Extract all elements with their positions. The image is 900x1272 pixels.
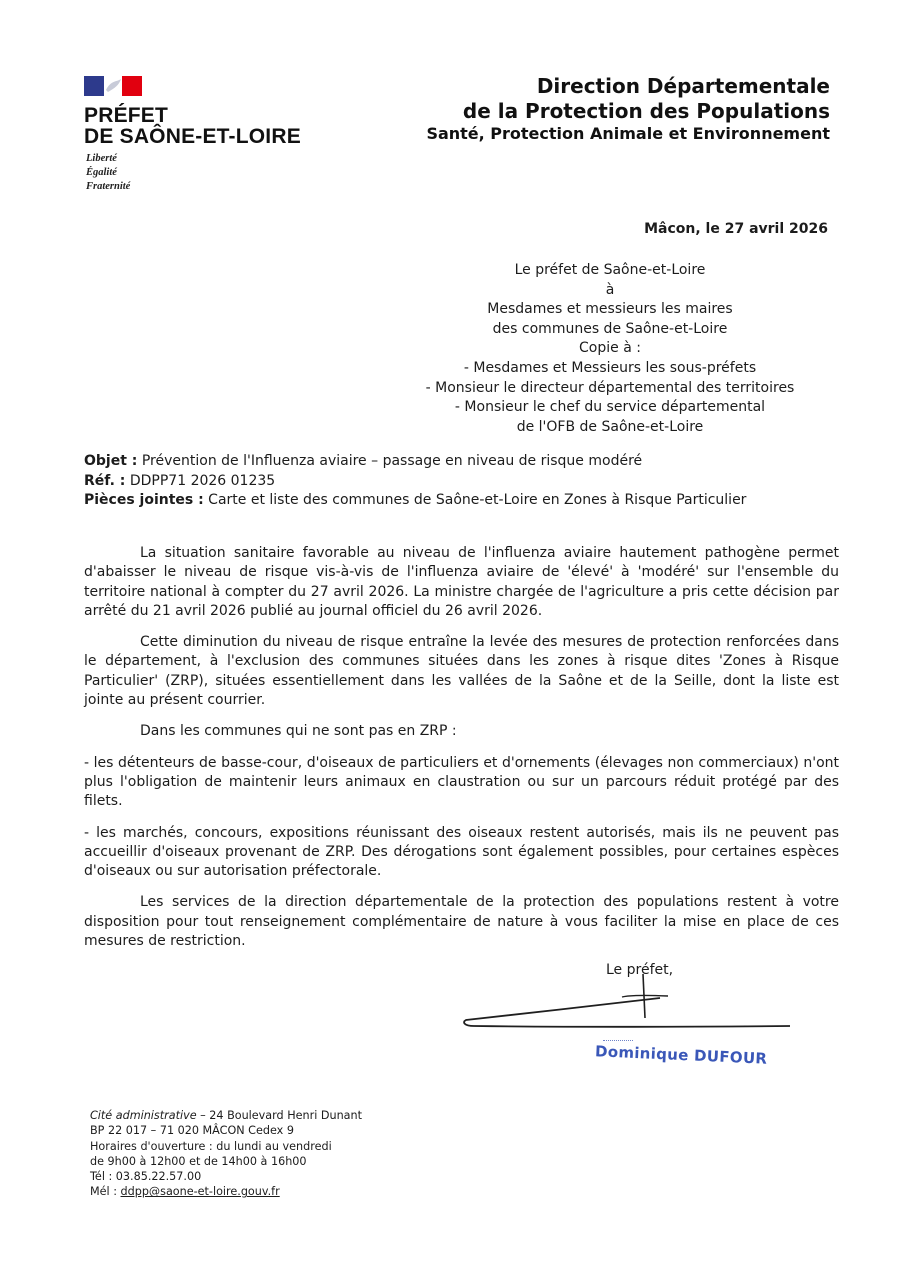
recipient-line: à: [605, 281, 615, 298]
footer-line: Horaires d'ouverture : du lundi au vendredi: [90, 1139, 332, 1153]
subject-label: Objet :: [84, 453, 138, 469]
handwritten-signature: [460, 962, 800, 1042]
prefet-title-line2: DE SAÔNE-ET-LOIRE: [84, 125, 301, 148]
footer-line: Tél : 03.85.22.57.00: [90, 1170, 202, 1184]
footer-line: [90, 1108, 362, 1123]
letter-body: [84, 544, 839, 963]
subject-value: Prévention de l'Influenza aviaire – passage en niveau de risque modéré: [137, 453, 643, 469]
marianne-logo: [84, 76, 142, 96]
footer-line: de 9h00 à 12h00 et de 14h00 à 16h00: [90, 1154, 307, 1168]
recipient-line: - Monsieur le directeur départemental des territoires: [425, 379, 795, 396]
body-paragraph: - les marchés, concours, expositions réunissant des oiseaux restent autorisés, mais ils ne peuvent pas accueillir d'oiseaux provenant de ZRP. Des dérogations sont également possibles, pour certaines espèces d'oiseaux ou sur autorisation préfectorale.: [84, 824, 839, 880]
signature-label: Le préfet,: [606, 962, 674, 978]
devise-fraternite: Fraternité: [86, 181, 131, 192]
attachments-label: Pièces jointes :: [84, 492, 204, 508]
reference-line: [84, 472, 746, 492]
signatory-stamp: Dominique DUFOUR: [594, 1042, 768, 1068]
direction-subtitle: de la Protection des Populations: [462, 99, 830, 123]
recipient-line: - Monsieur le chef du service départemental: [454, 399, 766, 416]
recipients-block: [420, 261, 800, 437]
devise-liberte: Liberté: [86, 153, 117, 164]
reference-value: DDPP71 2026 01235: [125, 472, 276, 489]
recipient-line: des communes de Saône-et-Loire: [492, 320, 728, 337]
direction-title: Direction Départementale: [536, 74, 830, 98]
recipient-line: Copie à :: [579, 340, 641, 357]
attachments-value: Carte et liste des communes de Saône-et-Loire en Zones à Risque Particulier: [203, 492, 747, 508]
direction-service: Santé, Protection Animale et Environnement: [426, 124, 830, 143]
stamp-mark: [603, 1040, 633, 1042]
attachments-line: [84, 491, 746, 511]
recipient-line: Le préfet de Saône-et-Loire: [514, 262, 706, 278]
recipient-line: de l'OFB de Saône-et-Loire: [516, 418, 704, 435]
footer-line: BP 22 017 – 71 020 MÂCON Cedex 9: [90, 1124, 294, 1138]
footer-cite-label: Cité administrative: [90, 1109, 197, 1122]
subject-line: [84, 452, 746, 472]
recipient-line: - Mesdames et Messieurs les sous-préfets: [463, 359, 757, 376]
recipient-line: Mesdames et messieurs les maires: [487, 301, 733, 318]
footer-email-label: Mél :: [90, 1185, 121, 1199]
body-paragraph: La situation sanitaire favorable au niveau de l'influenza aviaire hautement pathogène permet d'abaisser le niveau de risque vis-à-vis de l'influenza aviaire de 'élevé' à 'modéré' sur l'ensemble du territoire national à compter du 27 avril 2026. La ministre chargée de l'agriculture a pris cette décision par arrêté du 21 avril 2026 publié au journal officiel du 26 avril 2026.: [84, 545, 839, 619]
reference-label: Réf. :: [84, 472, 126, 489]
prefet-title-line1: PRÉFET: [84, 104, 169, 127]
body-paragraph: Dans les communes qui ne sont pas en ZRP :: [140, 723, 457, 740]
footer-line: [90, 1184, 362, 1199]
body-paragraph: Cette diminution du niveau de risque entraîne la levée des mesures de protection renforcées dans le département, à l'exclusion des communes situées dans les zones à risque dites 'Zones à Risque Particulier' (ZRP), situées essentiellement dans les vallées de la Saône et de la Seille, dont la liste est jointe au présent courrier.: [84, 634, 839, 709]
footer-address: [90, 1108, 362, 1200]
footer-street: – 24 Boulevard Henri Dunant: [196, 1109, 362, 1122]
email-link[interactable]: ddpp@saone-et-loire.gouv.fr: [120, 1185, 280, 1199]
subject-block: [84, 452, 746, 511]
body-paragraph: Les services de la direction départementale de la protection des populations restent à votre disposition pour tout renseignement complémentaire de nature à vous faciliter la mise en place de ces mesures de restriction.: [84, 894, 839, 950]
body-paragraph: - les détenteurs de basse-cour, d'oiseaux de particuliers et d'ornements (élevages non commerciaux) n'ont plus l'obligation de maintenir leurs animaux en claustration ou sur un parcours réduit protégé par des filets.: [84, 754, 839, 810]
devise-egalite: Égalité: [86, 167, 117, 178]
date-line: Mâcon, le 27 avril 2026: [644, 221, 828, 237]
